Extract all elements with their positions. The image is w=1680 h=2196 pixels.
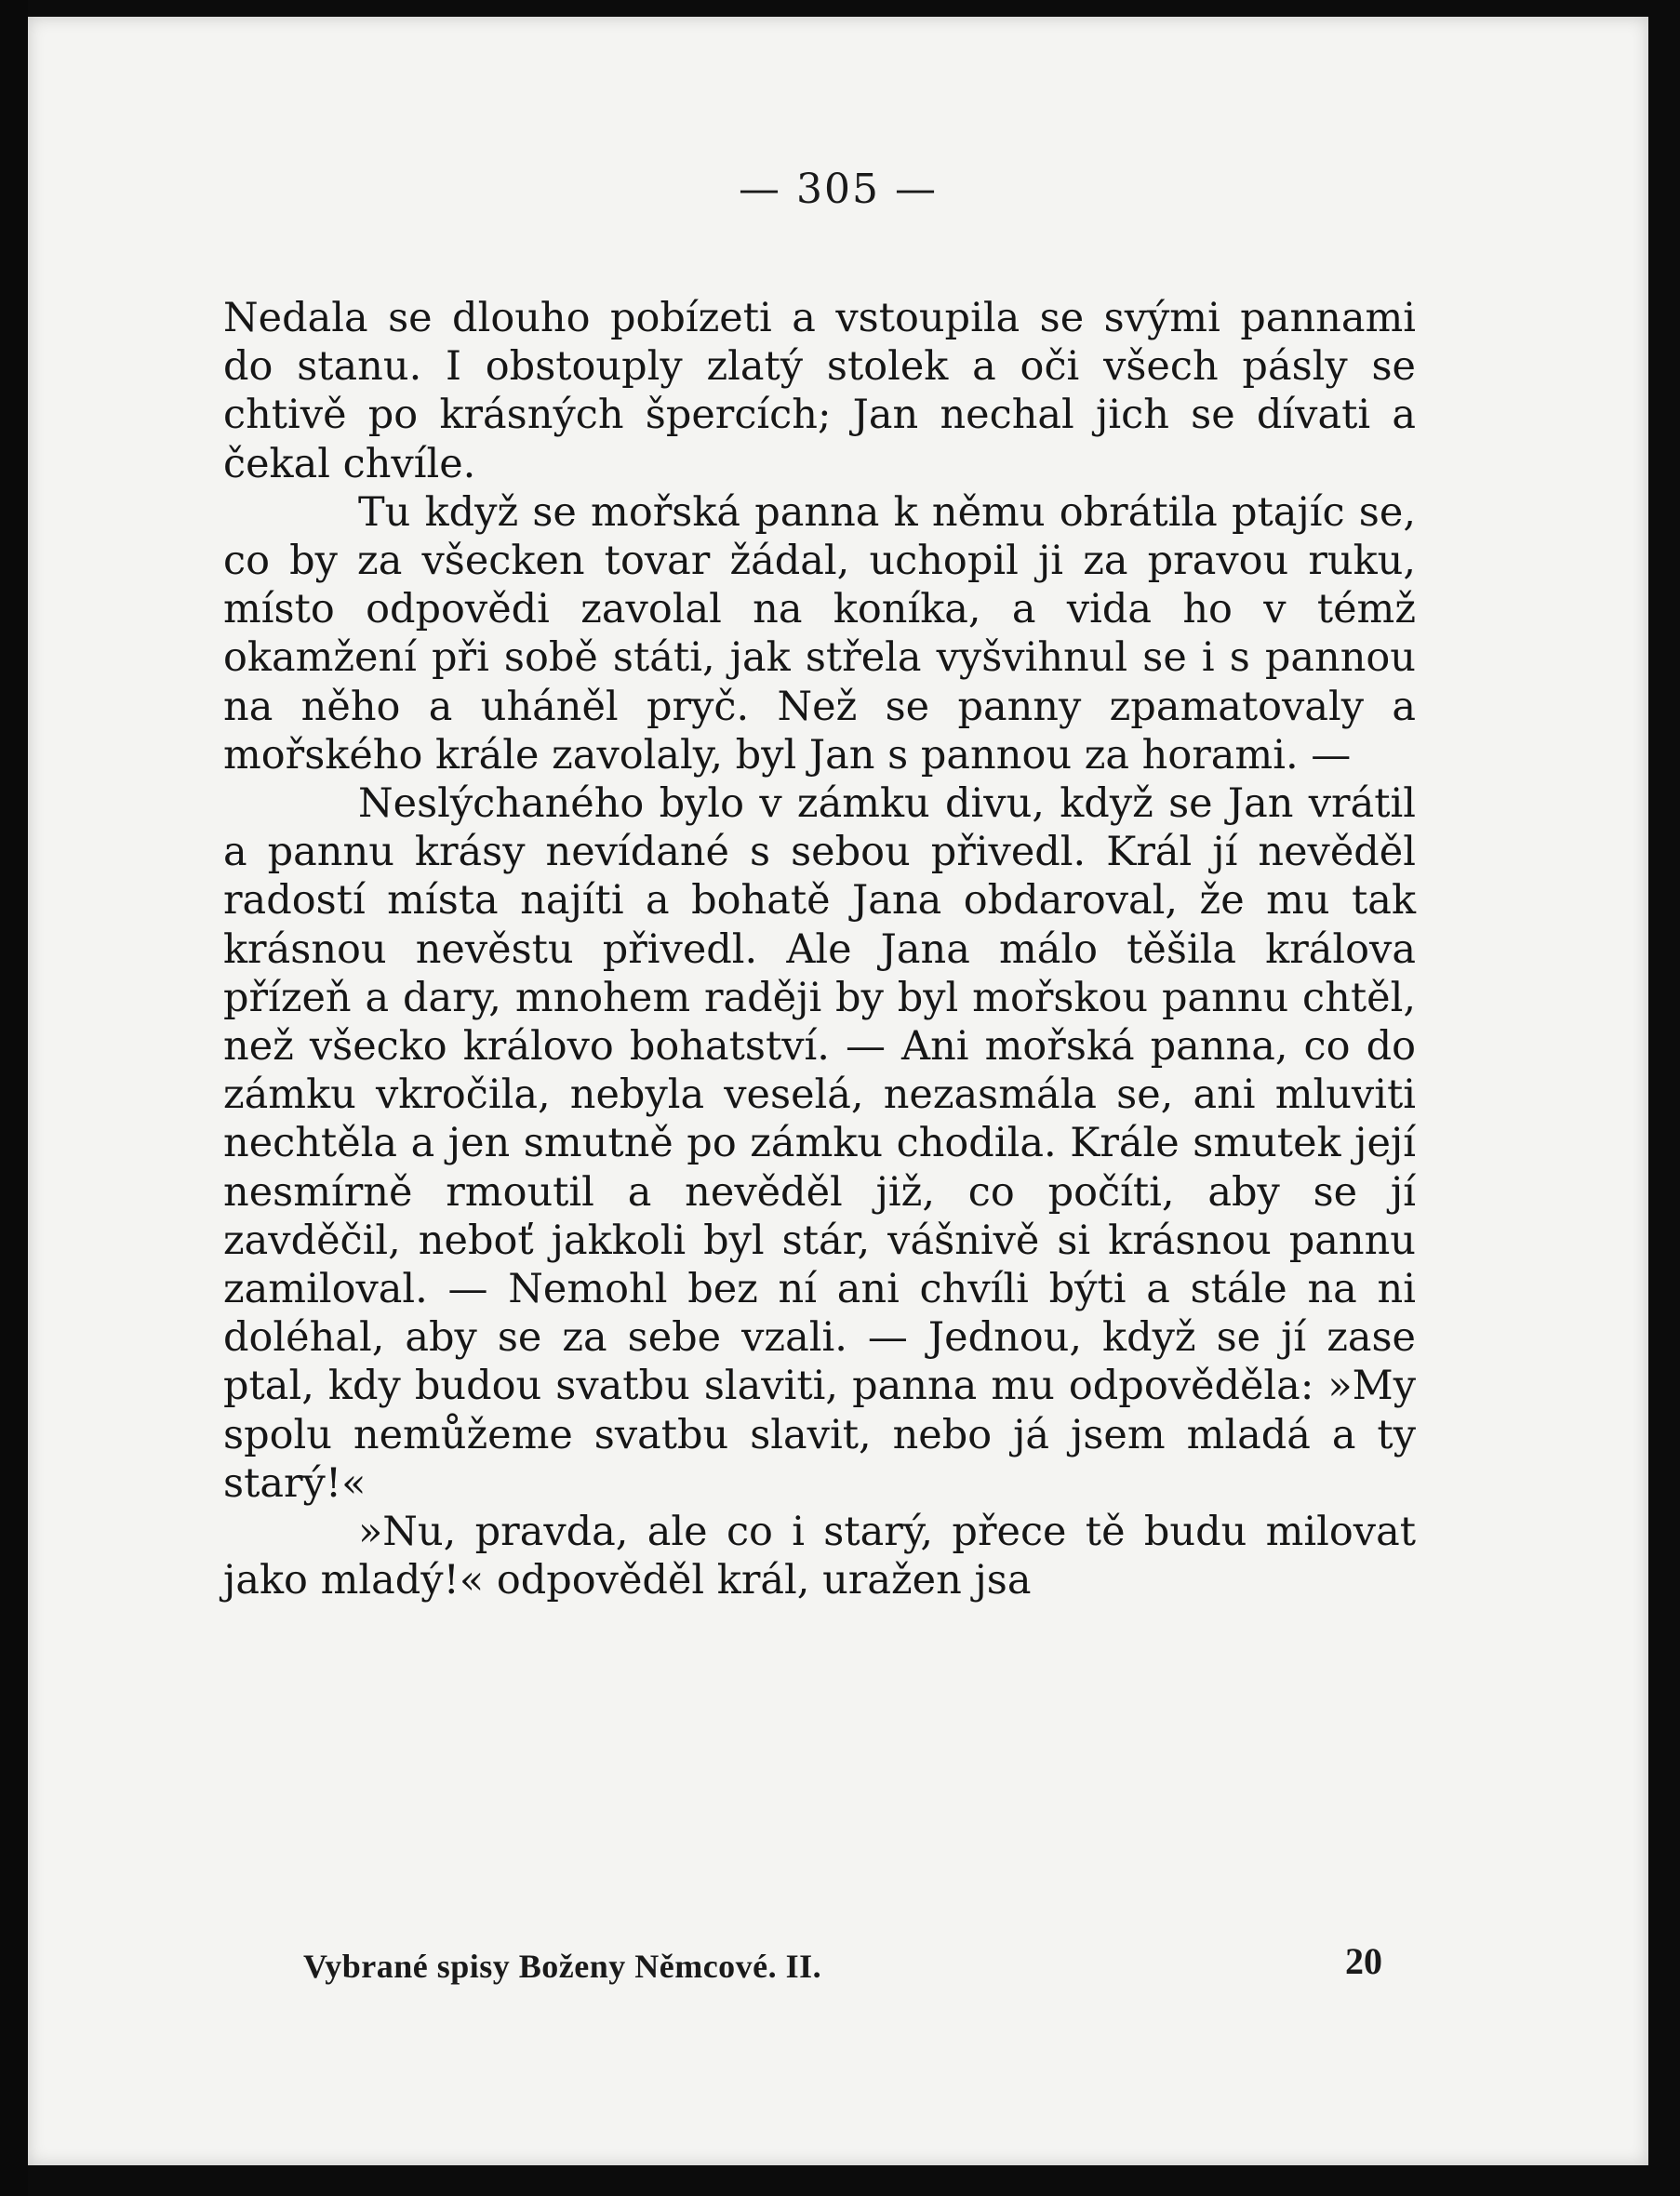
book-page [28,17,1648,2165]
footer-signature: Vybrané spisy Boženy Němcové. II. [303,1948,822,1985]
paragraph-4: »Nu, pravda, ale co i starý, přece tě budu milovat jako mladý!« odpověděl král, uražen jsa [223,1509,1416,1604]
paragraph-3: Neslýchaného bylo v zámku divu, když se Jan vrátil a pannu krásy nevídané s sebou přivedl. Král jí nevěděl radostí místa najíti a bohatě Jana obdaroval, že mu tak krásnou nevěstu přivedl. Ale Jana málo těšila králova přízeň a dary, mnohem raději by byl mořskou pannu chtěl, než všecko královo bohatství. — Ani mořská panna, co do zámku vkročila, nebyla veselá, nezasmála se, ani mluviti nechtěla a jen smutně po zámku chodila. Krále smutek její nesmírně rmoutil a nevěděl již, co počíti, aby se jí zavděčil, neboť jakkoli byl stár, vášnivě si krásnou pannu zamiloval. — Nemohl bez ní ani chvíli býti a stále na ni doléhal, aby se za sebe vzali. — Jednou, když se jí zase ptal, kdy budou svatbu slaviti, panna mu odpověděla: »My spolu nemůžeme svatbu slavit, nebo já jsem mladá a ty starý!« [223,780,1416,1507]
paragraph-1: Nedala se dlouho pobízeti a vstoupila se svými pannami do stanu. I obstouply zlatý stolek a oči všech pásly se chtivě po krásných špercích; Jan nechal jich se dívati a čekal chvíle. [223,295,1416,487]
body-text [223,294,1416,1604]
scan-edge [0,0,28,2196]
paragraph-2: Tu když se mořská panna k němu obrátila ptajíc se, co by za všecken tovar žádal, uchopil ji za pravou ruku, místo odpovědi zavolal na koníka, a vida ho v témž okamžení při sobě státi, jak střela vyšvihnul se i s pannou na něho a uháněl pryč. Než se panny zpamatovaly a mořského krále zavolaly, byl Jan s pannou za horami. — [223,488,1416,779]
page-number: — 305 — [739,166,938,213]
sheet-number: 20 [1345,1940,1382,1982]
